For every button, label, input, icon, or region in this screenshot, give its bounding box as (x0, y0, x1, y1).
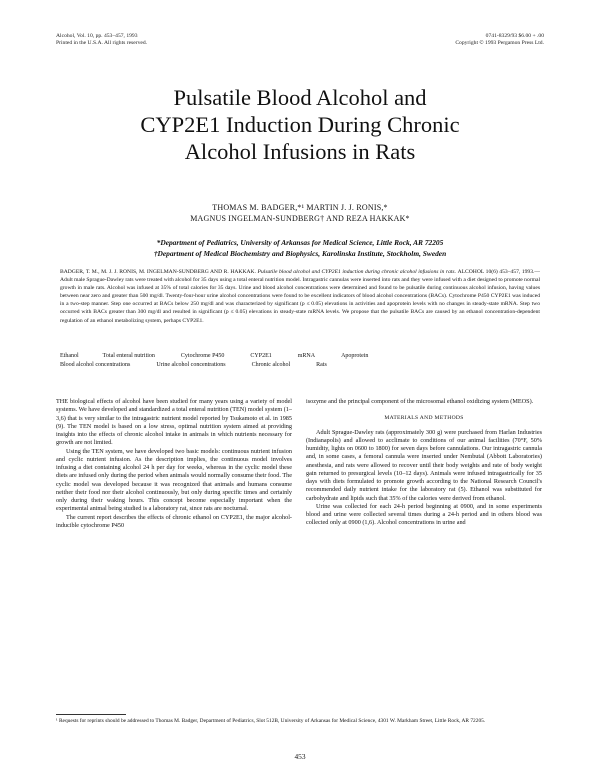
issn-price: 0741-8329/93 $6.00 + .00 (485, 33, 544, 39)
keyword: Ethanol (60, 353, 79, 359)
journal-citation: Alcohol, Vol. 10, pp. 453–457, 1993 (56, 33, 138, 39)
methods-paragraph-1: Adult Sprague-Dawley rats (approximately 300 g) were purchased from Harlan Industries (Indianapolis) and allowed to acclimate to conditions of our animal facilities (70°F, 50% humidity, lights on 0600 to 1800) for seven days before cannulations. Our intragastric cannula and, in some cases, a femoral cannula were inserted under Nembutal (Abbott Laboratories) anesthesia, and rats were allowed to recover until their body weights and rate of body weight gain returned to presurgical levels (10–12 days). Animals were infused intragastrically for 35 days with diets formulated to promote growth according to the National Research Council's recommended daily nutrient intake for the laboratory rat (5). Ethanol was substituted for carbohydrate and lipids such that 35% of the calories were derived from ethanol. (306, 428, 542, 502)
section-heading-methods: MATERIALS AND METHODS (384, 415, 464, 422)
keyword: Blood alcohol concentrations (60, 362, 131, 368)
right-column (306, 398, 542, 528)
intro-paragraph-2: Using the TEN system, we have developed two basic models: continuous nutrient infusion and cyclic nutrient infusion. As the description implies, the continuous model involves infusing a diet containing alcohol 24 h per day for weeks, whereas in the cyclic model these diets are infused only during the period when animals would normally consume their food. The cyclic model was developed because it was recognized that animals and humans consume neither their food nor their alcohol continuously, but only during specific times and certainly only during their waking hours. This concept become especially important when the experimental animal being studied is a laboratory rat, since rats are nocturnal. (56, 447, 292, 513)
keyword: Total enteral nutrition (102, 353, 155, 359)
copyright: Copyright © 1993 Pergamon Press Ltd. (455, 40, 544, 46)
printed-in: Printed in the U.S.A. All rights reserved. (56, 40, 148, 46)
article-title: Pulsatile Blood Alcohol and CYP2E1 Induction During Chronic Alcohol Infusions in Rats (140, 85, 460, 164)
intro-paragraph-1: THE biological effects of alcohol have been studied for many years using a variety of model systems. We have developed and standardized a total enteral nutrition (TEN) model system (1–3,6) that is very similar to the intragastric nutrient model reported by Tsukamoto et al. in 1985 (9). The TEN model is based on a low stress, optimal nutrition system aimed at providing insights into the effects of chronic alcohol intake in animals in which nutrients necessary for growth are not limited. (56, 398, 292, 447)
affiliations: *Department of Pediatrics, University of Arkansas for Medical Science, Little Rock, AR 72205 †Department of Medical Biochemistry and Biophysics, Karolinska Institute, Stockholm, Sweden (153, 238, 447, 258)
keywords-row-1 (60, 352, 540, 361)
page-number: 453 (294, 752, 306, 761)
keyword: mRNA (297, 353, 316, 359)
abstract-journal: ALCOHOL 10(6) 453–457, 1993. (457, 269, 535, 275)
abstract-authors: BADGER, T. M., M. J. J. RONIS, M. INGELMAN-SUNDBERG AND R. HAKKAK. (60, 269, 256, 275)
intro-paragraph-3: The current report describes the effects of chronic ethanol on CYP2E1, the major alcohol-inducible cytochrome P450 (56, 513, 292, 529)
keyword: Apoprotein (341, 353, 369, 359)
keyword: Rats (316, 362, 327, 368)
running-header-right (455, 33, 544, 47)
methods-paragraph-2: Urine was collected for each 24-h period beginning at 0900, and in some experiments blood and urine were collected several times during a 24-h period and in others blood was collected only at 0900 (1,6). Alcohol concentrations in urine and (306, 502, 542, 527)
intro-paragraph-continued: isozyme and the principal component of the microsomal ethanol oxidizing system (MEOS). (306, 398, 534, 405)
abstract-title: Pulsatile blood alcohol and CYP2E1 induction during chronic alcohol infusions in rats. (257, 269, 457, 275)
abstract (60, 268, 540, 325)
footnote: ¹ Requests for reprints should be addressed to Thomas M. Badger, Department of Pediatrics, Slot 512B, University of Arkansas for Medical Science, 4301 W. Markham Street, Little Rock, AR 72205. (56, 718, 486, 724)
keyword: CYP2E1 (250, 353, 272, 359)
keyword: Chronic alcohol (251, 362, 291, 368)
footnote-rule (56, 714, 126, 715)
left-column (56, 398, 292, 530)
keywords-row-2 (60, 361, 540, 370)
keyword: Cytochrome P450 (180, 353, 225, 359)
running-header-left (56, 33, 147, 47)
keyword: Urine alcohol concentrations (156, 362, 226, 368)
abstract-body: —Adult male Sprague-Dawley rats were treated with alcohol for 35 days using a total enteral nutrition model. Intragastric cannulas were inserted into rats and they were infused with a diet designed to promote normal growth in male rats. Alcohol was infused at 35% of total calories for 35 days. Urine and blood alcohol concentrations were determined and found to be pulsatile during continuous alcohol infusion, having values between near zero and greater than 500 mg/dl. Twenty-four-hour urine alcohol concentrations were found to be excellent indicators of blood alcohol concentrations (BACs). Cytochrome P450 CYP2E1 was induced in a two-step manner. Step one occurred at BACs below 250 mg/dl and was characterized by significant (p ≤ 0.05) elevations in activities and apoprotein levels with no changes in steady-state mRNA. Step two occurred with BACs greater than 300 mg/dl and resulted in significant (p ≤ 0.05) elevations in steady-state mRNA levels. We propose that the pulsatile BACs are caused by an ethanol concentration-dependent regulation of an ethanol metabolizing system, perhaps CYP2E1. (60, 269, 541, 324)
author-list: THOMAS M. BADGER,*¹ MARTIN J. J. RONIS,* MAGNUS INGELMAN-SUNDBERG† AND REZA HAKKAK* (190, 203, 410, 223)
keywords (60, 352, 540, 370)
